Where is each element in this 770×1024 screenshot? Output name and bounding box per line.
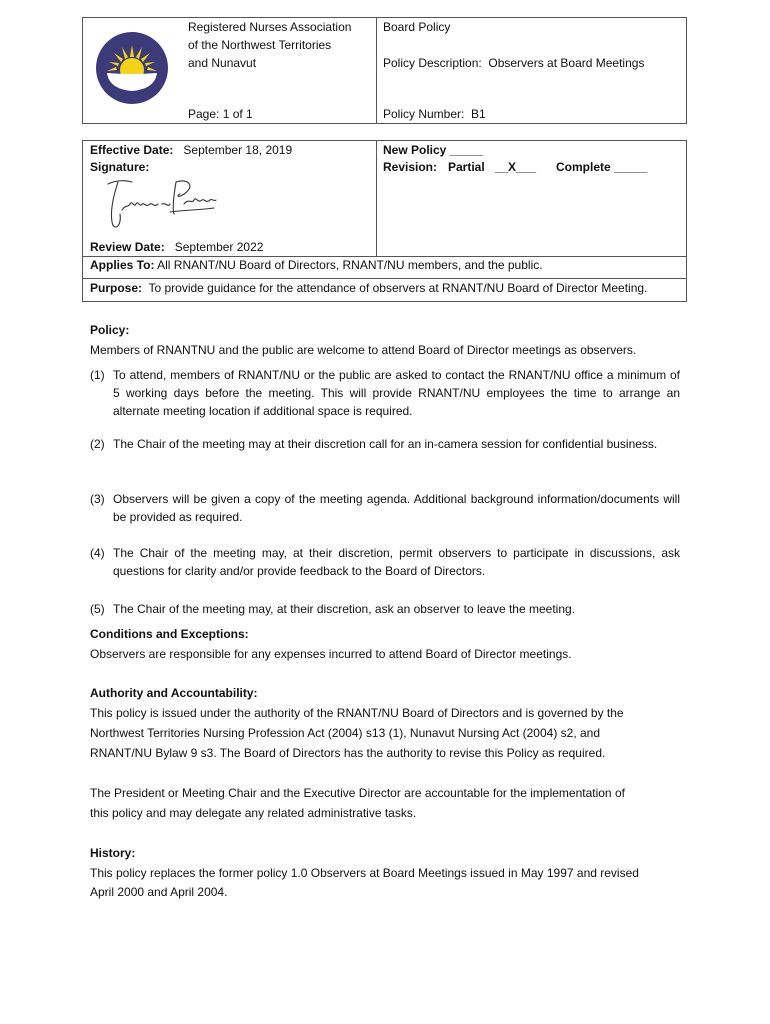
policy-number: Policy Number: B1 — [383, 107, 486, 121]
policy-heading: Policy: — [90, 323, 130, 337]
revision-complete: Complete _____ — [556, 160, 648, 174]
purpose-label: Purpose: — [90, 281, 143, 295]
policy-item-text: To attend, members of RNANT/NU or the public are asked to contact the RNANT/NU office a minimum of 5 working days before the meeting. This will provide RNANT/NU employees the time to arrange an alternate meeting location if additional space is required. — [113, 368, 680, 418]
policy-item-number: (4) — [90, 546, 105, 560]
accountability-line-2: this policy and may delegate any related administrative tasks. — [90, 806, 417, 820]
accountability-line-1: The President or Meeting Chair and the Executive Director are accountable for the implementation of — [90, 786, 625, 800]
new-policy: New Policy _____ — [383, 143, 484, 157]
review-date — [90, 239, 263, 256]
policy-item-text: The Chair of the meeting may, at their discretion, permit observers to participate in discussions, ask questions for clarity and/or provide feedback to the Board of Directors. — [113, 546, 680, 578]
meta-row-line-2 — [82, 278, 687, 279]
policy-item-number: (1) — [90, 368, 105, 382]
org-name-line-2: of the Northwest Territories — [188, 38, 332, 52]
effective-date-label: Effective Date: — [90, 143, 174, 157]
revision-label: Revision: — [383, 160, 438, 174]
org-name-line-1: Registered Nurses Association — [188, 20, 352, 34]
purpose-value: To provide guidance for the attendance of observers at RNANT/NU Board of Director Meeting. — [148, 281, 648, 295]
policy-description: Policy Description: Observers at Board Meetings — [383, 56, 645, 70]
review-date-value: September 2022 — [174, 240, 264, 254]
policy-item-3 — [90, 490, 680, 526]
purpose — [90, 280, 647, 297]
policy-item-text: The Chair of the meeting may, at their discretion, ask an observer to leave the meeting. — [113, 602, 576, 616]
review-date-label: Review Date: — [90, 240, 165, 254]
effective-date — [90, 142, 292, 159]
sun-logo-icon — [95, 31, 169, 105]
conditions-text: Observers are responsible for any expenses incurred to attend Board of Director meetings. — [90, 647, 572, 661]
signature-label: Signature: — [90, 160, 150, 174]
policy-item-5 — [90, 600, 680, 618]
policy-item-1 — [90, 366, 680, 420]
signature-image — [104, 174, 220, 238]
effective-date-value: September 18, 2019 — [183, 143, 293, 157]
authority-line-3: RNANT/NU Bylaw 9 s3. The Board of Directors has the authority to revise this Policy as required. — [90, 746, 606, 760]
authority-line-1: This policy is issued under the authority of the RNANT/NU Board of Directors and is governed by the — [90, 706, 624, 720]
applies-to-value: All RNANT/NU Board of Directors, RNANT/NU members, and the public. — [157, 258, 543, 272]
policy-item-2 — [90, 435, 680, 453]
policy-item-4 — [90, 544, 680, 580]
page-indicator: Page: 1 of 1 — [188, 107, 253, 121]
conditions-heading: Conditions and Exceptions: — [90, 627, 249, 641]
policy-item-number: (5) — [90, 602, 105, 616]
revision-partial: Partial __X___ — [448, 160, 537, 174]
authority-heading: Authority and Accountability: — [90, 686, 258, 700]
header-divider — [376, 17, 377, 124]
applies-to-label: Applies To: — [90, 258, 155, 272]
policy-item-text: The Chair of the meeting may at their discretion call for an in-camera session for confidential business. — [113, 437, 658, 451]
policy-item-number: (2) — [90, 437, 105, 451]
history-line-1: This policy replaces the former policy 1.0 Observers at Board Meetings issued in May 1997 and revised — [90, 866, 639, 880]
policy-item-text: Observers will be given a copy of the meeting agenda. Additional background information/documents will be provided as required. — [113, 492, 680, 524]
meta-divider-vertical — [376, 140, 377, 256]
policy-intro: Members of RNANTNU and the public are welcome to attend Board of Director meetings as observers. — [90, 343, 637, 357]
authority-line-2: Northwest Territories Nursing Profession Act (2004) s13 (1), Nunavut Nursing Act (2004) s2, and — [90, 726, 601, 740]
doc-type: Board Policy — [383, 20, 451, 34]
policy-item-number: (3) — [90, 492, 105, 506]
org-name-line-3: and Nunavut — [188, 56, 257, 70]
history-line-2: April 2000 and April 2004. — [90, 885, 228, 899]
applies-to — [90, 257, 543, 274]
history-heading: History: — [90, 846, 136, 860]
